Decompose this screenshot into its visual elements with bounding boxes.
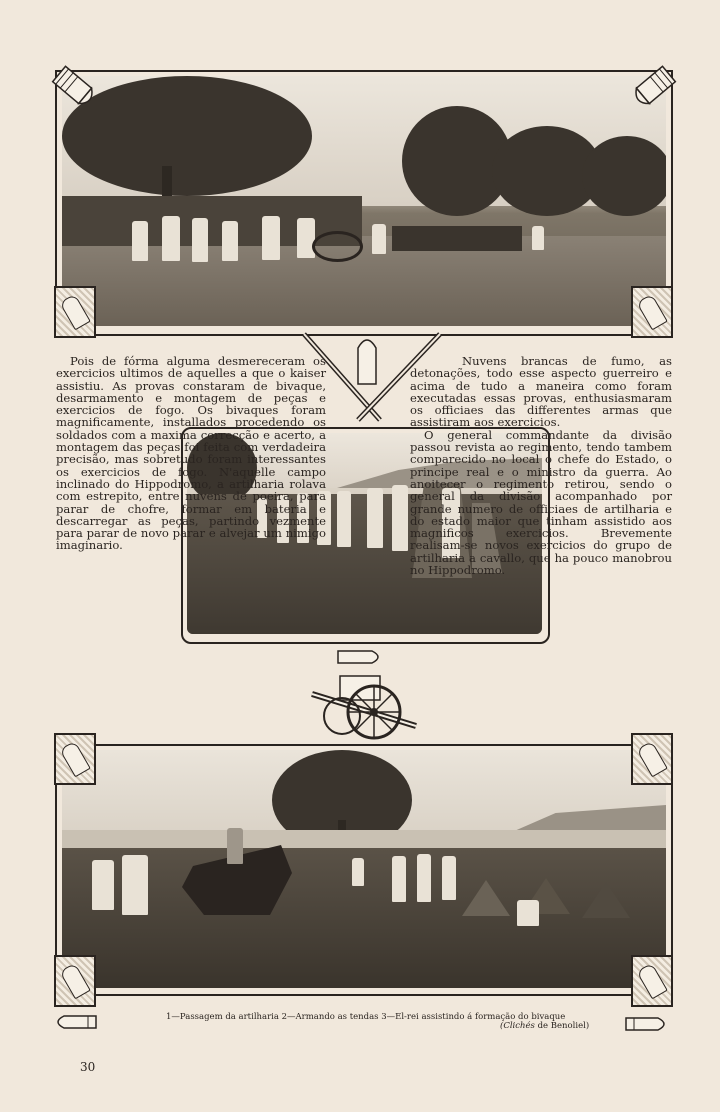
- photo-king-bivouac: [62, 750, 666, 988]
- page-number: 30: [80, 1060, 96, 1074]
- bottom-right-upper-corner-ornament: [631, 733, 673, 785]
- article-right-paragraph-1: Nuvens brancas de fumo, as detonações, todo esse aspecto guerreiro e acima de tudo a maneira como foram executadas essas provas, enthusiasmaram os officiaes das differentes armas que assistiram aos exercicios.: [410, 354, 672, 430]
- bottom-right-lower-corner-ornament: [631, 955, 673, 1007]
- bottom-left-lower-corner-ornament: [54, 955, 96, 1007]
- photo-credit-rest: de Benoliel): [537, 1021, 590, 1031]
- article-left-column: [56, 355, 326, 552]
- top-left-corner-ornament: [54, 286, 96, 338]
- top-right-corner-ornament: [631, 286, 673, 338]
- bottom-left-shell-ornament: [52, 1012, 98, 1032]
- article-right-paragraph-2: O general commandante da divisão passou revista ao regimento, tendo tambem comparecido no local o chefe do Estado, o principe real e o ministro da guerra. Ao anoitecer o regimento retirou, sendo o general da divisão acompanhado por grande numero de officiaes de artilharia e do estado maior que tinham assistido aos magnificos exercicios. Brevemente realisam-se novos exercicios do grupo de artilharia a cavallo, que ha pouco manobrou no Hippodromo.: [410, 427, 672, 578]
- article-right-column: [410, 355, 672, 576]
- top-right-shell-ornament: [626, 58, 684, 116]
- shell-ornament: [336, 648, 386, 666]
- bottom-left-upper-corner-ornament: [54, 733, 96, 785]
- figure-caption: 1—Passagem da artilharia 2—Armando as tendas 3—El-rei assistindo á formação do bivaque: [166, 1012, 566, 1022]
- photo-artillery-passing: [62, 76, 666, 326]
- photo-credit: [500, 1021, 589, 1031]
- bottom-right-shell-ornament: [624, 1014, 670, 1034]
- photo-credit-italic: (Clichés: [500, 1021, 535, 1031]
- top-left-shell-ornament: [44, 58, 102, 116]
- field-gun-ornament: [306, 672, 420, 742]
- article-left-paragraph: Pois de fórma alguma desmereceram os exercicios ultimos de aquelles a que o kaiser assistiu. As provas constaram de bivaque, desarmamento e montagem de peças e exercicios de fogo. Os bivaques foram magnificamente, installados procedendo os soldados com a maxima correcção e acerto, a montagem das peças foi feita com verdadeira precisão, mas sobretudo foram interessantes os exercicios de fogo. N'aquelle campo inclinado do Hippodromo, a artilharia rolava com estrepito, entre nuvens de poeira, para parar de chofre, formar em bateria e descarregar as peças, partindo vezmente para parar de novo parar e alvejar um nimigo imaginario.: [56, 354, 326, 553]
